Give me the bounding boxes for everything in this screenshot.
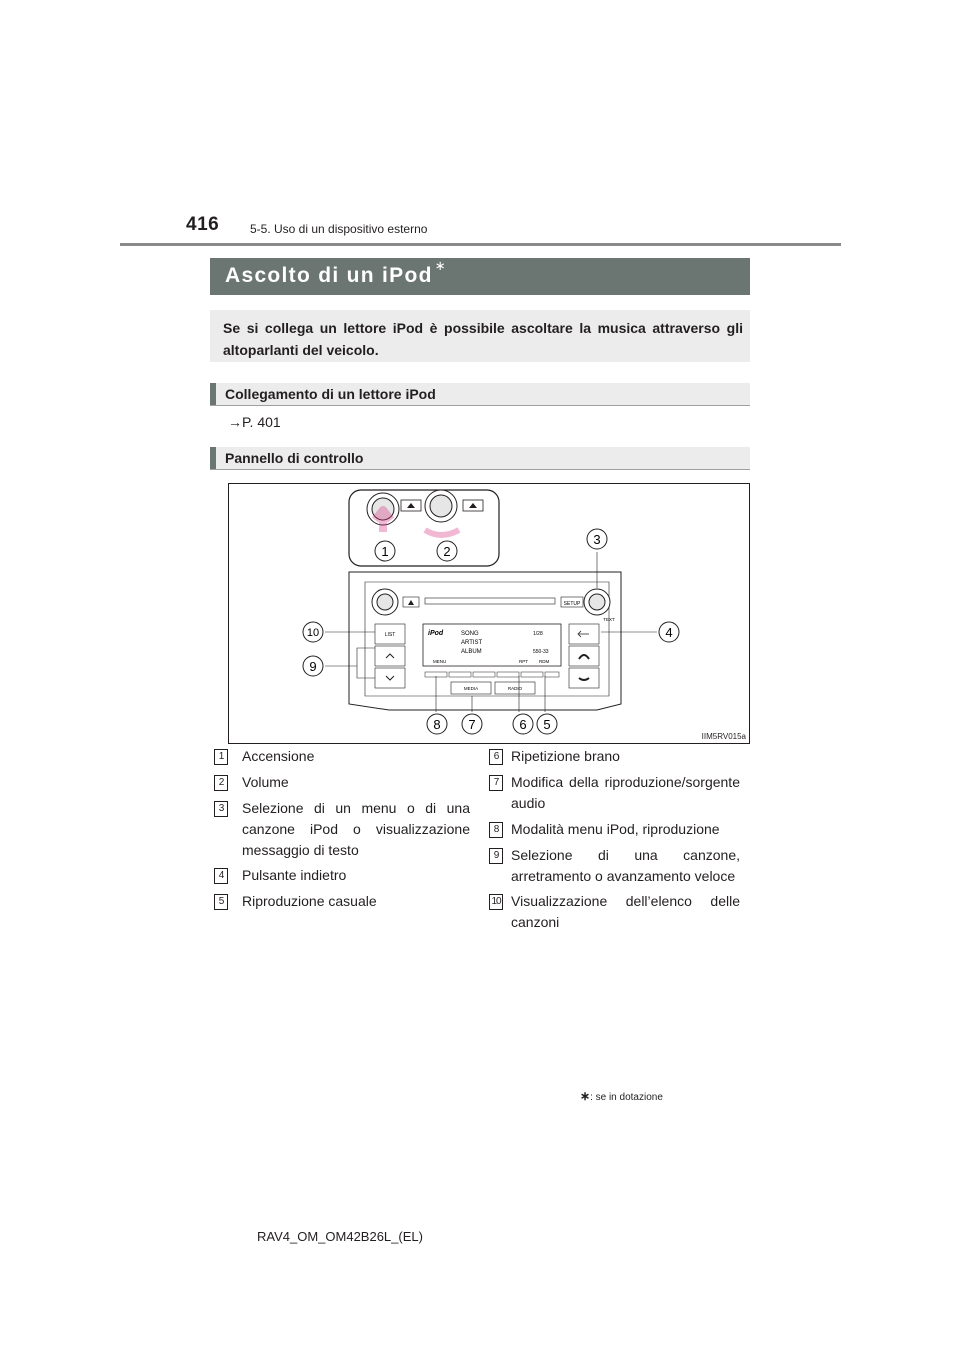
callout-6-label: 6 — [519, 717, 527, 732]
legend-number: 8 — [489, 822, 503, 838]
power-knob-inner — [377, 594, 393, 610]
display-time: 550-33 — [533, 649, 549, 655]
legend-number: 3 — [214, 801, 228, 817]
up-button — [375, 646, 405, 666]
display-menu: MENU — [433, 659, 447, 664]
volume-knob-detail-inner — [430, 495, 452, 517]
subheading-bar — [210, 447, 216, 469]
footnote-text: : se in dotazione — [590, 1092, 663, 1103]
legend-item: Modalità menu iPod, riproduzione — [511, 821, 720, 837]
legend-item: Pulsante indietro — [242, 867, 347, 883]
subheading-connection-text: Collegamento di un lettore iPod — [225, 386, 436, 402]
legend-number: 6 — [489, 749, 503, 765]
callout-10-label: 10 — [306, 627, 320, 639]
subheading-bar — [210, 383, 216, 405]
legend-item: Selezione di un menu o di una canzone iPod o visualizzazione messaggio di testo — [242, 800, 470, 858]
page-title-text: Ascolto di un iPod — [225, 264, 433, 287]
softkey-3 — [473, 672, 495, 677]
page-reference-link[interactable]: →P. 401 — [228, 414, 281, 430]
display-rpt: RPT — [519, 659, 528, 664]
phone-hangup-button — [569, 668, 599, 688]
callout-8-label: 8 — [433, 717, 441, 732]
footnote — [580, 1089, 663, 1103]
control-panel-figure — [228, 483, 750, 744]
text-label: TEXT — [603, 617, 615, 622]
callout-1-label: 1 — [381, 544, 389, 559]
softkey-2 — [449, 672, 471, 677]
legend-number: 9 — [489, 848, 503, 864]
down-button — [375, 668, 405, 688]
subheading-control-panel-text: Pannello di controllo — [225, 450, 364, 466]
legend-number: 7 — [489, 775, 503, 791]
callout-5-label: 5 — [543, 717, 551, 732]
legend-number: 5 — [214, 894, 228, 910]
subheading-connection — [210, 383, 750, 406]
display-rdm: RDM — [539, 659, 550, 664]
softkey-5 — [521, 672, 543, 677]
display-track: 1/28 — [533, 631, 543, 637]
legend-item: Visualizzazione dell’elenco delle canzoni — [511, 893, 740, 930]
intro-text: Se si collega un lettore iPod è possibile ascoltare la musica attraverso gli altoparlanti del veicolo. — [223, 320, 743, 358]
legend-item: Volume — [242, 774, 289, 790]
page-title — [225, 258, 447, 288]
legend-number: 2 — [214, 775, 228, 791]
callout-3-label: 3 — [593, 532, 601, 547]
page-number: 416 — [186, 214, 220, 235]
figure-code: IIM5RV015a — [701, 732, 746, 741]
display-ipod-label: iPod — [428, 630, 444, 637]
footnote-asterisk: ∗ — [580, 1089, 591, 1103]
legend-number: 10 — [489, 894, 503, 910]
tune-knob-inner — [589, 594, 605, 610]
legend-number: 1 — [214, 749, 228, 765]
section-reference: 5-5. Uso di un dispositivo esterno — [250, 222, 428, 236]
softkey-4 — [497, 672, 519, 677]
legend-item: Accensione — [242, 748, 315, 764]
radio-label: RADIO — [507, 686, 523, 691]
callout-7-label: 7 — [468, 717, 476, 732]
legend-item: Selezione di una canzone, arretramento o avanzamento veloce — [511, 847, 740, 884]
media-label: MEDIA — [463, 686, 479, 691]
document-code: RAV4_OM_OM42B26L_(EL) — [257, 1229, 423, 1244]
subheading-control-panel — [210, 447, 750, 470]
display-artist: ARTIST — [461, 640, 483, 646]
display-album: ALBUM — [461, 649, 482, 655]
display-song: SONG — [461, 631, 479, 637]
callout-2-label: 2 — [443, 544, 451, 559]
legend-item: Ripetizione brano — [511, 748, 620, 764]
disc-slot — [425, 598, 555, 604]
setup-label: SETUP — [563, 601, 581, 607]
legend-item: Modifica della riproduzione/sorgente audio — [511, 774, 740, 811]
legend-item: Riproduzione casuale — [242, 893, 377, 909]
legend-number: 4 — [214, 868, 228, 884]
list-label: LIST — [384, 632, 396, 638]
callout-9-label: 9 — [309, 659, 317, 674]
title-asterisk: ∗ — [434, 258, 447, 273]
control-panel-illustration — [229, 484, 749, 743]
softkey-6 — [545, 672, 559, 677]
header-rule — [120, 243, 841, 246]
callout-4-label: 4 — [665, 625, 673, 640]
